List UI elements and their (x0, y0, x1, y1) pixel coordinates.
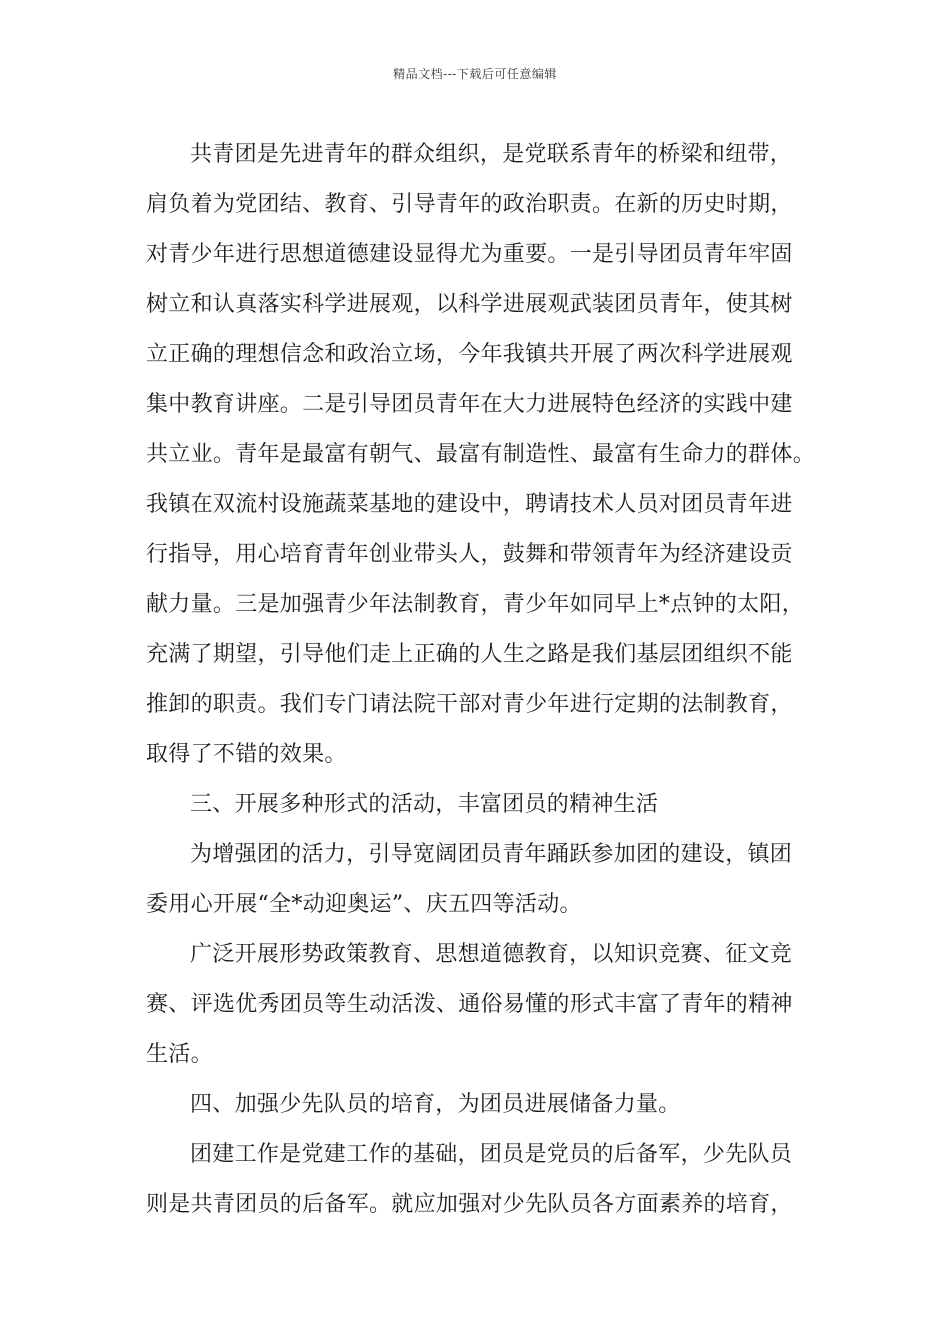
page-header: 精品文档---下载后可任意编辑 (393, 67, 557, 81)
paragraph-line: 生活。 (146, 1042, 213, 1067)
paragraph-line: 献力量。三是加强青少年法制教育，青少年如同早上*点钟的太阳， (146, 592, 805, 617)
paragraph-line: 我镇在双流村设施蔬菜基地的建设中，聘请技术人员对团员青年进 (146, 492, 793, 517)
paragraph-line: 集中教育讲座。二是引导团员青年在大力进展特色经济的实践中建 (146, 392, 793, 417)
paragraph-line: 取得了不错的效果。 (146, 742, 347, 767)
paragraph-line: 广泛开展形势政策教育、思想道德教育，以知识竞赛、征文竞 (190, 942, 793, 967)
paragraph-line: 团建工作是党建工作的基础，团员是党员的后备军，少先队员 (190, 1142, 793, 1167)
document-body (146, 130, 816, 1230)
paragraph-line: 赛、评选优秀团员等生动活泼、通俗易懂的形式丰富了青年的精神 (146, 992, 793, 1017)
paragraph-line: 对青少年进行思想道德建设显得尤为重要。一是引导团员青年牢固 (146, 242, 793, 267)
paragraph-line: 委用心开展“全*动迎奥运”、庆五四等活动。 (146, 892, 582, 917)
paragraph-line: 树立和认真落实科学进展观，以科学进展观武装团员青年，使其树 (146, 292, 793, 317)
paragraph-line: 肩负着为党团结、教育、引导青年的政治职责。在新的历史时期， (146, 192, 793, 217)
paragraph-line: 共立业。青年是最富有朝气、最富有制造性、最富有生命力的群体。 (146, 442, 816, 467)
paragraph-line: 行指导，用心培育青年创业带头人，鼓舞和带领青年为经济建设贡 (146, 542, 793, 567)
section-heading: 三、开展多种形式的活动，丰富团员的精神生活 (190, 792, 659, 817)
paragraph-line: 充满了期望，引导他们走上正确的人生之路是我们基层团组织不能 (146, 642, 793, 667)
paragraph-line: 共青团是先进青年的群众组织，是党联系青年的桥梁和纽带， (190, 142, 793, 167)
paragraph-line: 推卸的职责。我们专门请法院干部对青少年进行定期的法制教育， (146, 692, 793, 717)
paragraph-line: 立正确的理想信念和政治立场，今年我镇共开展了两次科学进展观 (146, 342, 793, 367)
paragraph-line: 则是共青团员的后备军。就应加强对少先队员各方面素养的培育， (146, 1192, 793, 1217)
paragraph-line: 为增强团的活力，引导宽阔团员青年踊跃参加团的建设，镇团 (190, 842, 793, 867)
section-heading: 四、加强少先队员的培育，为团员进展储备力量。 (190, 1092, 681, 1117)
